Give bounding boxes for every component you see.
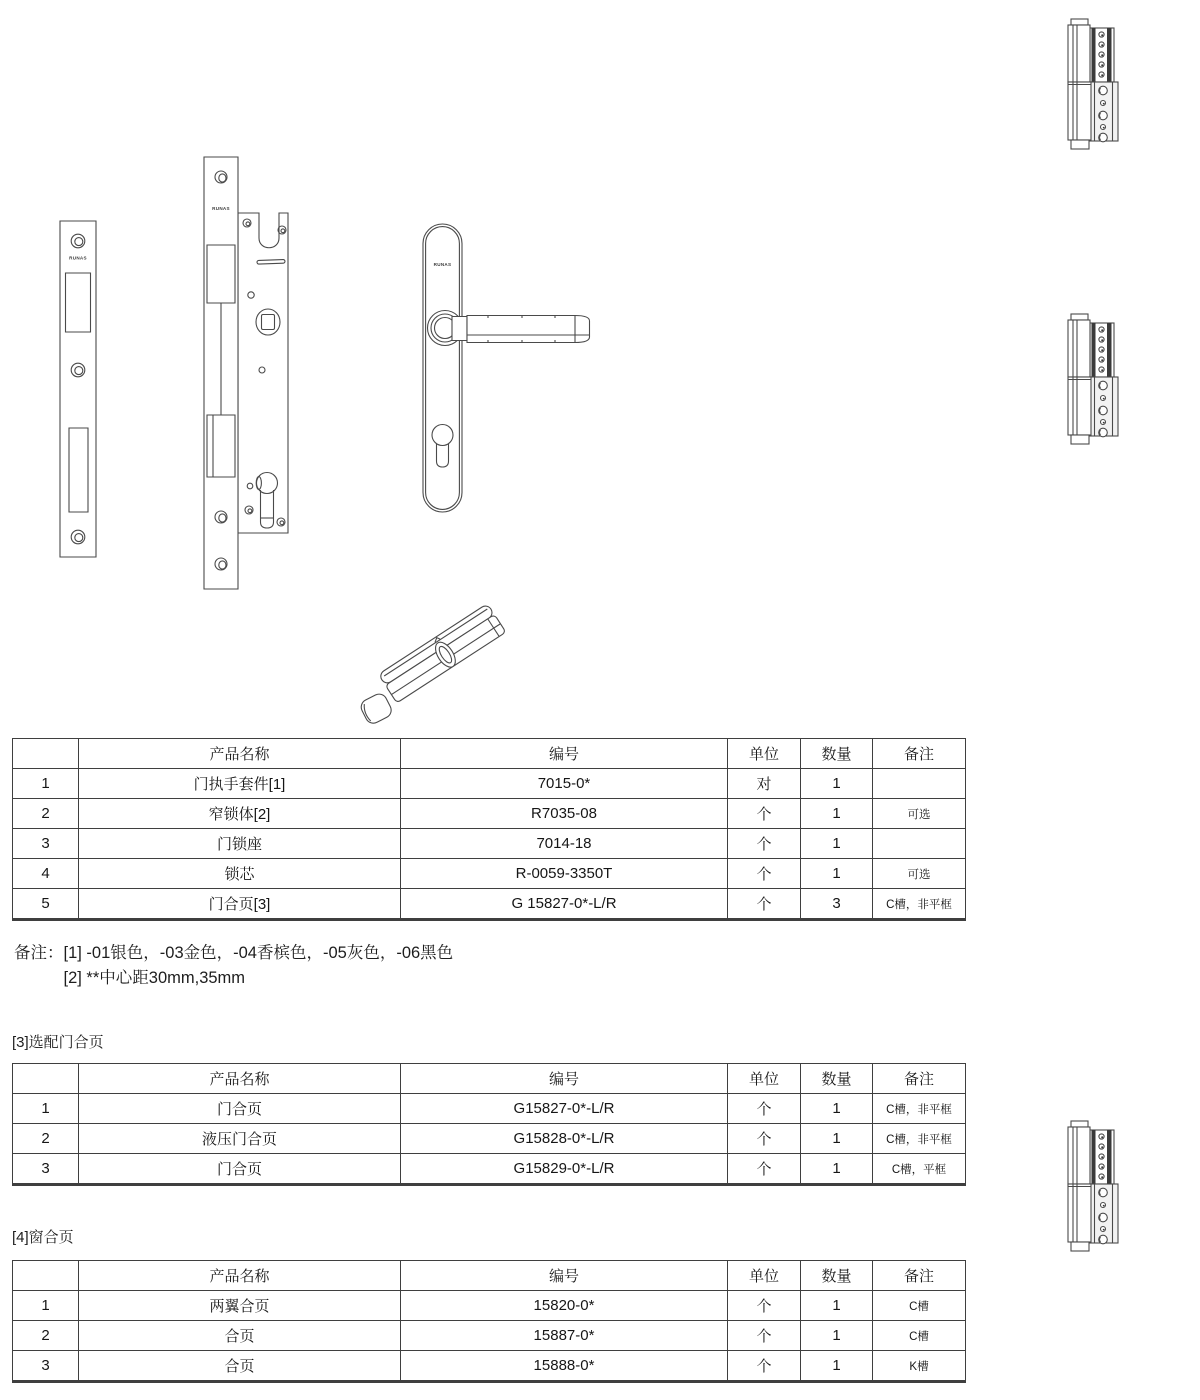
table-cell: 可选 <box>873 859 966 889</box>
table-cell: 液压门合页 <box>79 1124 401 1154</box>
table-cell: K槽 <box>873 1351 966 1382</box>
table-row <box>13 1291 966 1321</box>
door-handle-drawing <box>421 222 593 514</box>
table-cell: 个 <box>728 1094 801 1124</box>
table-row <box>13 769 966 799</box>
table-cell: 门合页[3] <box>79 889 401 920</box>
window-hinge-drawing <box>1066 1120 1124 1254</box>
brand-logo: RUNAS <box>69 255 87 261</box>
table-cell: 7014-18 <box>401 829 728 859</box>
table-cell: G15829-0*-L/R <box>401 1154 728 1185</box>
table-cell: 3 <box>13 1154 79 1185</box>
table-cell: 4 <box>13 859 79 889</box>
table-cell <box>873 829 966 859</box>
table-cell: C槽，平框 <box>873 1154 966 1185</box>
column-header: 编号 <box>401 1261 728 1291</box>
door-hinge-drawing <box>1066 313 1124 447</box>
table-cell: 1 <box>801 1351 873 1382</box>
table-cell: 个 <box>728 1154 801 1185</box>
table-row <box>13 829 966 859</box>
table-cell: 1 <box>13 1094 79 1124</box>
table-cell: 1 <box>801 1124 873 1154</box>
table-cell: 7015-0* <box>401 769 728 799</box>
table-cell: 个 <box>728 1321 801 1351</box>
table-cell: C槽，非平框 <box>873 1124 966 1154</box>
table-cell: 1 <box>13 1291 79 1321</box>
table-cell: 门执手套件[1] <box>79 769 401 799</box>
table-row <box>13 889 966 920</box>
table-row <box>13 859 966 889</box>
table-cell: C槽 <box>873 1291 966 1321</box>
column-header: 单位 <box>728 739 801 769</box>
main-parts-table <box>12 738 966 921</box>
table-cell: G15828-0*-L/R <box>401 1124 728 1154</box>
header-row <box>13 739 966 769</box>
table-cell: 1 <box>801 1094 873 1124</box>
footnote-line-2: [2] **中心距30mm,35mm <box>63 969 246 987</box>
column-header: 编号 <box>401 739 728 769</box>
column-header <box>13 1064 79 1094</box>
footnote-line-1: [1] -01银色，-03金色，-04香槟色，-05灰色，-06黑色 <box>63 944 454 962</box>
header-row <box>13 1261 966 1291</box>
table-cell: 窄锁体[2] <box>79 799 401 829</box>
table-cell: 1 <box>801 1154 873 1185</box>
table-cell: 15820-0* <box>401 1291 728 1321</box>
door-hinge-table <box>12 1063 966 1186</box>
table-row <box>13 1094 966 1124</box>
column-header: 数量 <box>801 1261 873 1291</box>
table-cell: R-0059-3350T <box>401 859 728 889</box>
column-header <box>13 739 79 769</box>
table-cell: 门锁座 <box>79 829 401 859</box>
column-header <box>13 1261 79 1291</box>
header-row <box>13 1064 966 1094</box>
column-header: 数量 <box>801 739 873 769</box>
table-cell: 对 <box>728 769 801 799</box>
table-cell: 个 <box>728 829 801 859</box>
table-cell: 门合页 <box>79 1154 401 1185</box>
table-cell: 3 <box>13 829 79 859</box>
column-header: 单位 <box>728 1064 801 1094</box>
table-cell: 锁芯 <box>79 859 401 889</box>
table-cell: 1 <box>801 829 873 859</box>
table-cell: 5 <box>13 889 79 920</box>
table-cell: C槽，非平框 <box>873 1094 966 1124</box>
brand-logo: RUNAS <box>433 262 452 267</box>
section-label-door-hinges: [3]选配门合页 <box>12 1034 104 1051</box>
table-cell: 2 <box>13 1321 79 1351</box>
column-header: 单位 <box>728 1261 801 1291</box>
footnotes <box>14 941 453 991</box>
table-cell: C槽，非平框 <box>873 889 966 920</box>
table-cell: 门合页 <box>79 1094 401 1124</box>
column-header: 产品名称 <box>79 1064 401 1094</box>
table-cell: 合页 <box>79 1351 401 1382</box>
table-cell: R7035-08 <box>401 799 728 829</box>
column-header: 数量 <box>801 1064 873 1094</box>
lock-body-drawing <box>202 156 290 590</box>
lock-cylinder-drawing <box>366 596 511 716</box>
table-row <box>13 1321 966 1351</box>
section-label-window-hinges: [4]窗合页 <box>12 1229 74 1246</box>
table-cell: 2 <box>13 1124 79 1154</box>
table-cell: 个 <box>728 889 801 920</box>
table-cell: 1 <box>13 769 79 799</box>
column-header: 编号 <box>401 1064 728 1094</box>
table-cell: 15888-0* <box>401 1351 728 1382</box>
table-cell: 两翼合页 <box>79 1291 401 1321</box>
table-cell: 1 <box>801 769 873 799</box>
table-row <box>13 799 966 829</box>
table-cell: C槽 <box>873 1321 966 1351</box>
brand-logo: RUNAS <box>212 206 230 211</box>
table-cell: 1 <box>801 1291 873 1321</box>
table-cell: 个 <box>728 1351 801 1382</box>
table-row <box>13 1124 966 1154</box>
footnote-prefix: 备注： <box>14 944 64 962</box>
table-cell: 2 <box>13 799 79 829</box>
table-row <box>13 1351 966 1382</box>
table-cell <box>873 769 966 799</box>
column-header: 备注 <box>873 1261 966 1291</box>
table-row <box>13 1154 966 1185</box>
column-header: 产品名称 <box>79 1261 401 1291</box>
table-cell: 3 <box>13 1351 79 1382</box>
table-cell: 合页 <box>79 1321 401 1351</box>
table-cell: 个 <box>728 799 801 829</box>
table-cell: 个 <box>728 1291 801 1321</box>
table-cell: 1 <box>801 1321 873 1351</box>
table-cell: 3 <box>801 889 873 920</box>
door-hinge-drawing <box>1066 18 1124 152</box>
table-cell: 个 <box>728 859 801 889</box>
column-header: 产品名称 <box>79 739 401 769</box>
table-cell: 1 <box>801 859 873 889</box>
strike-plate-drawing <box>59 220 97 558</box>
column-header: 备注 <box>873 739 966 769</box>
table-cell: 个 <box>728 1124 801 1154</box>
table-cell: 可选 <box>873 799 966 829</box>
column-header: 备注 <box>873 1064 966 1094</box>
table-cell: 15887-0* <box>401 1321 728 1351</box>
window-hinge-table <box>12 1260 966 1383</box>
table-cell: 1 <box>801 799 873 829</box>
table-cell: G15827-0*-L/R <box>401 1094 728 1124</box>
table-cell: G 15827-0*-L/R <box>401 889 728 920</box>
